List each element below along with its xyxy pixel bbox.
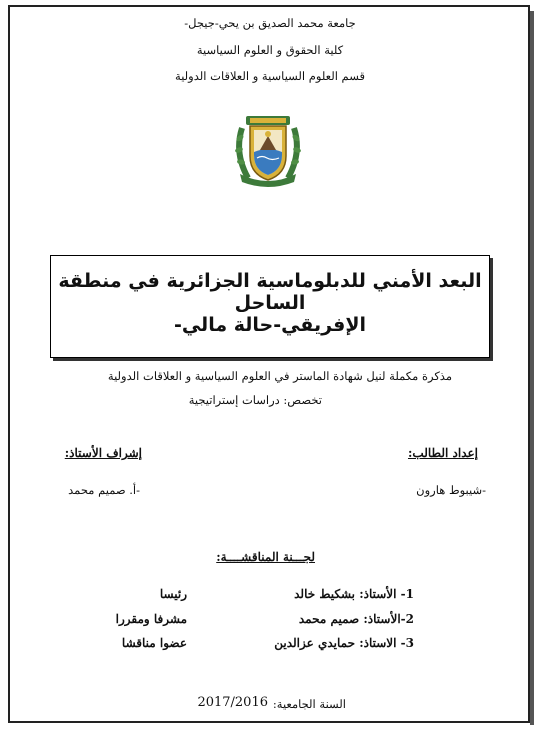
thesis-title-line-2: الإفريقي-حالة مالي-	[173, 314, 367, 336]
thesis-description: مذكرة مكملة لنيل شهادة الماستر في العلوم السياسية و العلاقات الدولية	[107, 369, 452, 383]
committee-role-2: مشرفا ومقررا	[115, 612, 187, 626]
committee-role-3: عضوا مناقشا	[121, 636, 187, 650]
committee-member-3: 3- الاستاذ: حمايدي عزالدين	[274, 636, 414, 650]
thesis-title-box	[50, 255, 490, 358]
university-name: جامعة محمد الصديق بن يحي-جيجل-	[184, 16, 356, 30]
committee-label: لجـــنة المناقشــــة:	[216, 550, 315, 564]
student-label: إعداد الطالب:	[407, 446, 478, 460]
committee-role-1: رئيسا	[159, 587, 187, 601]
committee-member-1: 1- الأستاذ: بشكيط خالد	[294, 587, 414, 601]
supervisor-name: -أ. صميم محمد	[68, 483, 140, 497]
specialty: تخصص: دراسات إستراتيجية	[188, 393, 322, 407]
academic-year-value: 2017/2016	[197, 695, 268, 710]
academic-year-label: السنة الجامعية:	[272, 697, 346, 711]
faculty-name: كلية الحقوق و العلوم السياسية	[196, 43, 344, 57]
supervisor-label: إشراف الأستاذ:	[64, 446, 142, 460]
committee-member-2: 2-الأستاذ: صميم محمد	[298, 612, 414, 626]
student-name: -شيبوط هارون	[416, 483, 486, 497]
thesis-title-line-1: البعد الأمني للدبلوماسية الجزائرية في منطقة الساحل	[58, 270, 482, 314]
university-emblem-icon	[232, 108, 304, 188]
department-name: قسم العلوم السياسية و العلاقات الدولية	[175, 69, 365, 83]
